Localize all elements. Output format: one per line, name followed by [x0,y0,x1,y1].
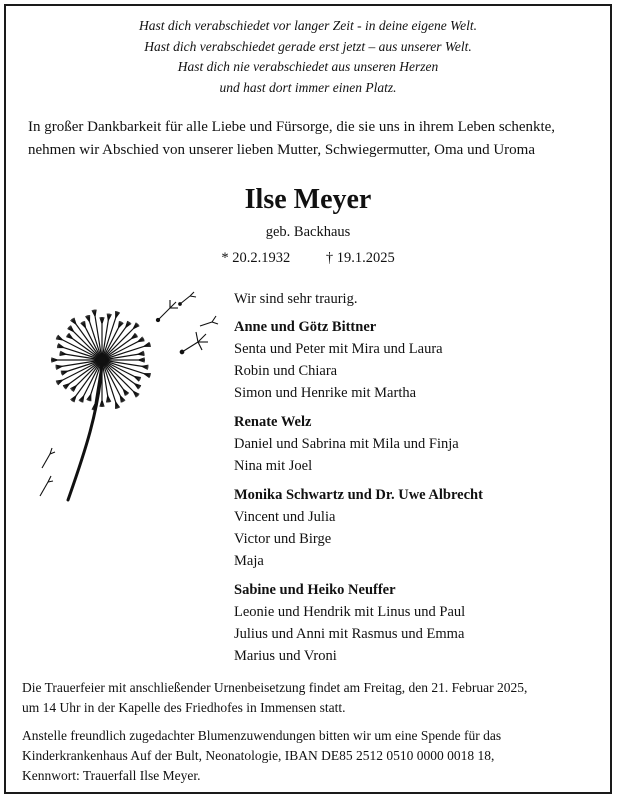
intro-line: nehmen wir Abschied von unserer lieben Mutter, Schwiegermutter, Oma und Uroma [28,142,535,158]
poem-line: Hast dich nie verabschiedet aus unseren Herzen [177,59,439,74]
intro-line: In großer Dankbarkeit für alle Liebe und Fürsorge, die sie uns in ihrem Leben schenkte, [28,119,556,135]
dandelion-illustration [30,290,220,510]
deceased-name: Ilse Meyer [244,184,372,215]
family-group-head: Sabine und Heiko Neuffer [234,582,396,598]
family-group-head: Monika Schwartz und Dr. Uwe Albrecht [234,487,483,503]
family-member: Victor und Birge [234,531,332,547]
ceremony-line: Die Trauerfeier mit anschließender Urnenbeisetzung findet am Freitag, den 21. Februar 2025, [22,680,528,695]
family-member: Daniel und Sabrina mit Mila und Finja [234,436,459,452]
family-member: Vincent und Julia [234,509,336,525]
family-group [234,579,604,667]
family-member: Marius und Vroni [234,648,337,664]
donation-line: Kinderkrankenhaus Auf der Bult, Neonatologie, IBAN DE85 2512 0510 0000 0018 18, [22,748,495,763]
poem [6,16,610,98]
donation-note [22,726,600,786]
ceremony-line: um 14 Uhr in der Kapelle des Friedhofes in Immensen statt. [22,700,346,715]
life-dates [6,250,610,267]
family-group [234,316,604,404]
family-list [234,288,604,674]
birth-date: * 20.2.1932 [221,250,291,266]
family-group [234,484,604,572]
obituary-frame [4,4,612,794]
family-member: Maja [234,553,264,569]
poem-line: Hast dich verabschiedet vor langer Zeit - in deine eigene Welt. [138,18,478,33]
family-member: Julius und Anni mit Rasmus und Emma [234,626,465,642]
donation-line: Anstelle freundlich zugedachter Blumenzuwendungen bitten wir um eine Spende für das [22,728,502,743]
family-member: Nina mit Joel [234,458,313,474]
family-member: Leonie und Hendrik mit Linus und Paul [234,604,466,620]
family-group-head: Renate Welz [234,414,312,430]
mourning-lead: Wir sind sehr traurig. [234,291,358,307]
family-group [234,411,604,477]
ceremony-note [22,678,600,718]
poem-line: und hast dort immer einen Platz. [219,79,397,95]
poem-line: Hast dich verabschiedet gerade erst jetzt – aus unserer Welt. [144,38,472,54]
family-group-head: Anne und Götz Bittner [234,319,377,335]
death-date: † 19.1.2025 [325,250,395,266]
birth-name: geb. Backhaus [265,224,351,240]
footer-notes [22,678,600,794]
family-member: Simon und Henrike mit Martha [234,385,417,401]
family-member: Robin und Chiara [234,363,338,379]
intro-text [28,116,600,162]
family-member: Senta und Peter mit Mira und Laura [234,341,443,357]
donation-line: Kennwort: Trauerfall Ilse Meyer. [22,768,201,783]
